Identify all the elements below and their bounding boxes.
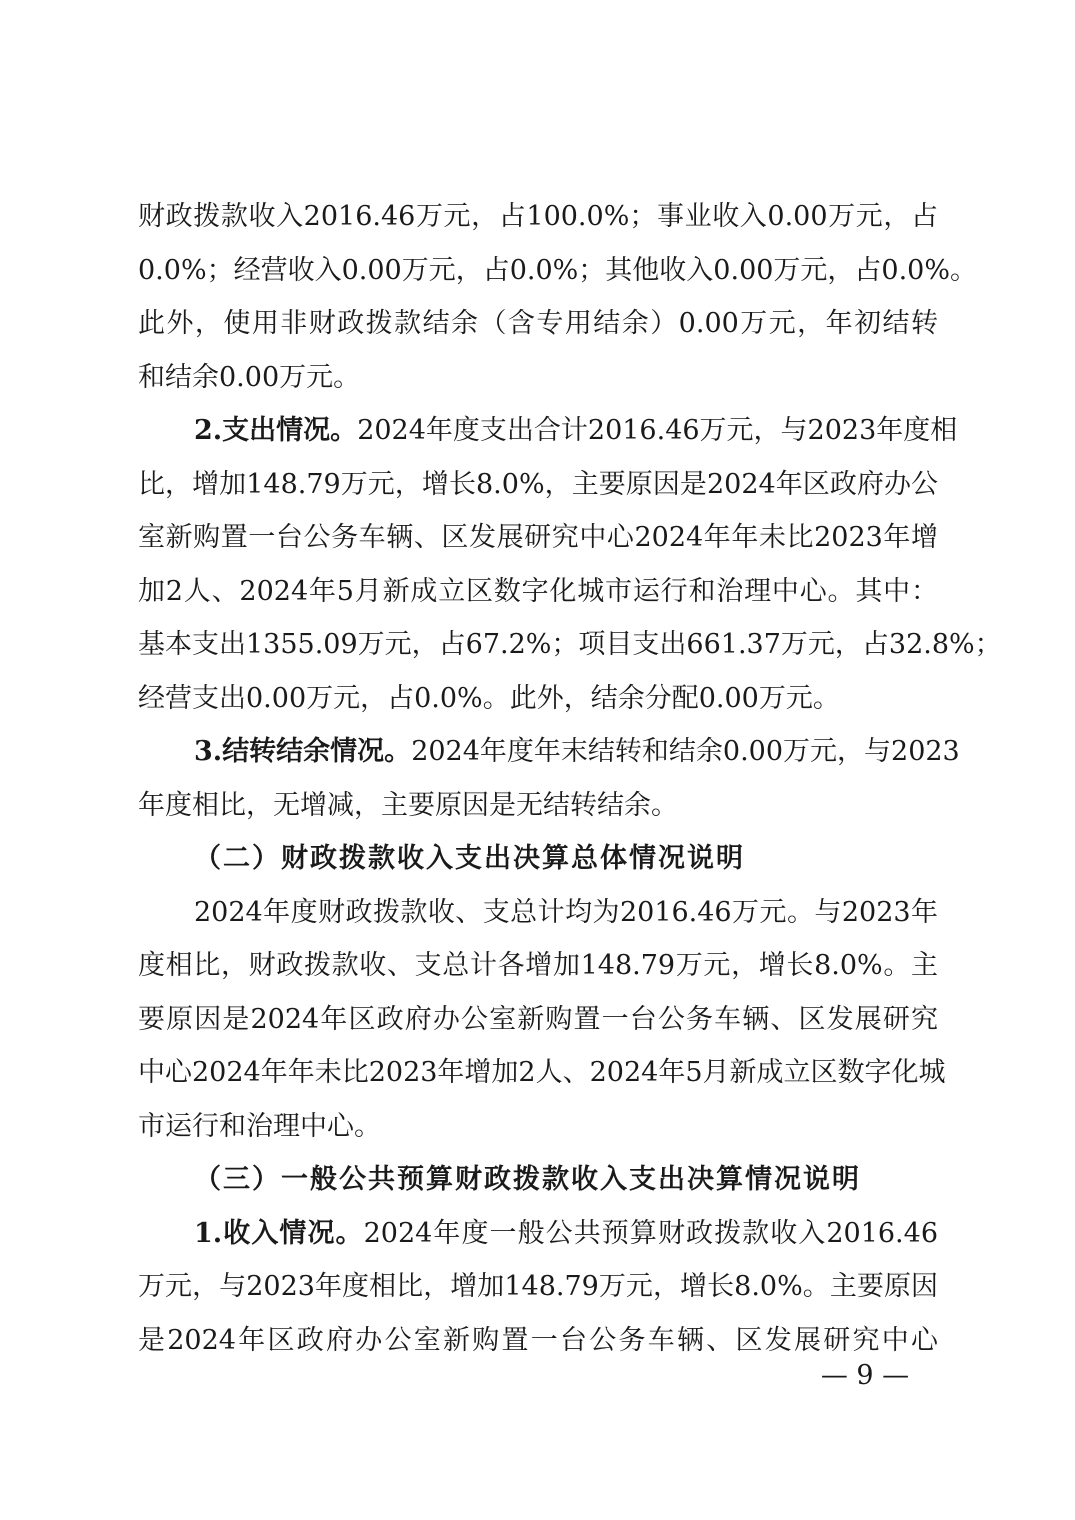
expense-text: 2024年度支出合计2016.46万元，与2023年度相 (357, 415, 958, 446)
paragraph-line: 市运行和治理中心。 (138, 1110, 381, 1142)
paragraph-line: 经营支出0.00万元，占0.0%。此外，结余分配0.00万元。 (138, 682, 840, 714)
paragraph-line: 是2024年区政府办公室新购置一台公务车辆、区发展研究中心 (138, 1324, 938, 1356)
paragraph-line: 财政拨款收入2016.46万元，占100.0%；事业收入0.00万元，占 (138, 201, 938, 232)
paragraph-line: 室新购置一台公务车辆、区发展研究中心2024年年未比2023年增 (138, 522, 938, 553)
paragraph-line: 2024年度财政拨款收、支总计均为2016.46万元。与2023年 (194, 896, 938, 928)
paragraph-line: 年度相比，无增减，主要原因是无结转结余。 (138, 789, 678, 821)
income-paragraph-first-line (138, 1207, 938, 1261)
carryover-text: 2024年度年末结转和结余0.00万元，与2023 (411, 736, 960, 767)
income-label: 1.收入情况。 (194, 1217, 364, 1249)
paragraph-line: 和结余0.00万元。 (138, 361, 361, 393)
paragraph-line: 0.0%；经营收入0.00万元，占0.0%；其他收入0.00万元，占0.0%。 (138, 254, 978, 286)
section-heading-3: （三）一般公共预算财政拨款收入支出决算情况说明 (194, 1164, 861, 1195)
paragraph-line: 基本支出1355.09万元，占67.2%；项目支出661.37万元，占32.8%； (138, 629, 1002, 660)
income-text: 2024年度一般公共预算财政拨款收入2016.46 (363, 1217, 939, 1249)
paragraph-line: 万元，与2023年度相比，增加148.79万元，增长8.0%。主要原因 (138, 1271, 938, 1302)
expense-paragraph-first-line (138, 404, 958, 458)
paragraph-line: 度相比，财政拨款收、支总计各增加148.79万元，增长8.0%。主 (138, 950, 938, 981)
document-body (138, 190, 1002, 1367)
paragraph-line: 中心2024年年未比2023年增加2人、2024年5月新成立区数字化城 (138, 1057, 946, 1088)
page-number: — 9 — (820, 1360, 910, 1391)
paragraph-line: 比，增加148.79万元，增长8.0%，主要原因是2024年区政府办公 (138, 468, 938, 500)
paragraph-line: 此外，使用非财政拨款结余（含专用结余）0.00万元，年初结转 (138, 308, 938, 339)
section-heading-2: （二）财政拨款收入支出决算总体情况说明 (194, 843, 745, 874)
paragraph-line: 加2人、2024年5月新成立区数字化城市运行和治理中心。其中： (138, 575, 938, 607)
paragraph-line: 要原因是2024年区政府办公室新购置一台公务车辆、区发展研究 (138, 1003, 938, 1035)
expense-label: 2.支出情况。 (194, 415, 358, 446)
carryover-label: 3.结转结余情况。 (194, 736, 412, 767)
carryover-paragraph-first-line (138, 725, 960, 779)
